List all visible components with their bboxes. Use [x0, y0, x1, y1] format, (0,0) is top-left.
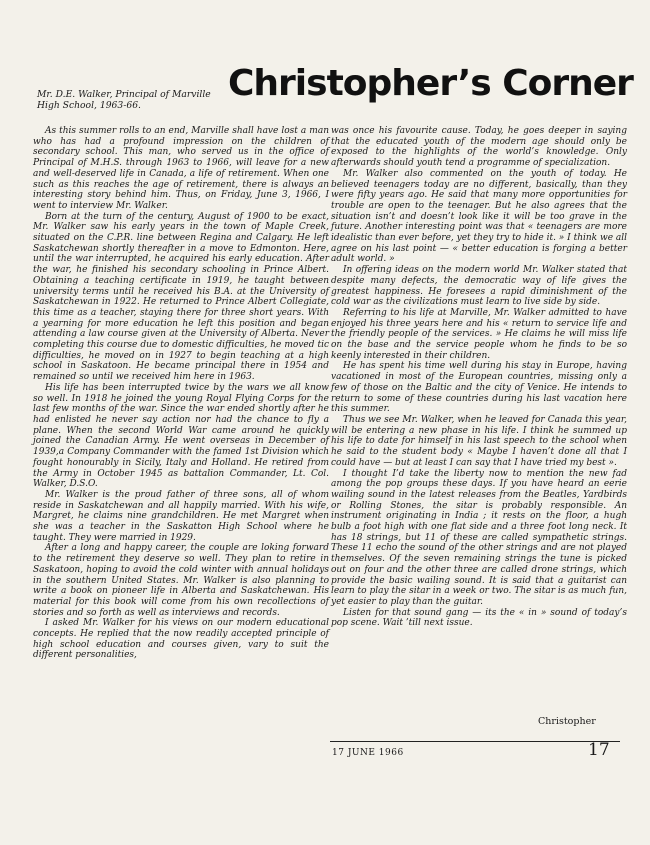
article-paragraph: He has spent his time well during his stay in Europe, having vacationed in most of the European countries, missing only a few of those on the Baltic and the city of Venice. He intends to return to some of these countries during his last vacation here this summer. — [331, 361, 627, 415]
article-column-left — [33, 126, 329, 661]
article-paragraph: His life has been interrupted twice by the wars we all know so well. In 1918 he joined the young Royal Flying Corps for the last few months of the war. Since the war ended shortly after he had enlisted he never say action nor had the chance to fly a plane. When the second World War came around he quickly joined the Canadian Army. He went overseas in December of 1939,a Company Commander with the famed 1st Division which fought honourably in Sicily, Italy and Holland. He retired from the Army in October 1945 as battalion Commander, Lt. Col. Walker, D.S.O. — [33, 382, 329, 490]
article-paragraph: Mr. Walker also commented on the youth of today. He believed teenagers today are no different, basically, than they were fifty years ago. He said that many more opportunities for trouble are open to the teenager. But he also agrees that the situation isn’t and doesn’t look like it will be too grave in the future. Another interesting point was that « teenagers are more idealistic than ever before, yet they try to hide it. » I think we all agree on his last point — « better education is forging a better adult world. » — [331, 168, 627, 265]
article-paragraph: After a long and happy career, the couple are loking forward to the retirement they deserve so well. They plan to retire in Saskatoon, hoping to avoid the cold winter with annual holidays in the southern United States. Mr. Walker is also planning to write a book on pioneer life in Alberta and Saskatchewan. His material for this book will come from his own recollections of stories and so forth as well as interviews and records. — [33, 543, 329, 618]
article-paragraph: As this summer rolls to an end, Marville shall have lost a man who has had a profound impression on the children of secondary school. This man, who served us in the office of Principal of M.H.S. through 1963 to 1966, will leave for a new and well-deserved life in Canada, a life of retirement. When one such as this reaches the age of retirement, there is always an interesting story behind him. Thus, on Friday, June 3, 1966, I went to interview Mr. Walker. — [33, 126, 329, 211]
footer-rule — [330, 741, 620, 742]
photo-caption: Mr. D.E. Walker, Principal of Marville High School, 1963-66. — [37, 89, 211, 111]
article-column-right — [331, 126, 627, 629]
article-paragraph: I asked Mr. Walker for his views on our modern educational concepts. He replied that the now readily accepted principle of high school education and courses given, vary to suit the different personalities, — [33, 618, 329, 661]
issue-date: 17 JUNE 1966 — [332, 748, 404, 758]
article-paragraph: Referring to his life at Marville, Mr. Walker admitted to have enjoyed his three years here and his « return to service life and the friendly people of the services. » He claims he will miss life on the base and the service people whom he finds to be so keenly interested in their children. — [331, 307, 627, 361]
article-paragraph: In offering ideas on the modern world Mr. Walker stated that despite many defects, the democratic way of life gives the greatest happiness. He foresees a rapid diminishment of the cold war as the civilizations must learn to live side by side. — [331, 265, 627, 308]
article-paragraph: Mr. Walker is the proud father of three sons, all of whom reside in Saskatchewan and all happily married. With his wife, Margret, he claims nine grandchildren. He met Margret when she was a teacher in the Saskatton High School where he taught. They were married in 1929. — [33, 489, 329, 543]
article-paragraph: Thus we see Mr. Walker, when he leaved for Canada this year, will be entering a new phase in his life. I think he summed up his life to date for himself in his last speech to the school when he said to the student body « Maybe I haven’t done all that I could have — but at least I can say that I have tried my best ». — [331, 414, 627, 468]
article-paragraph: Born at the turn of the century, August of 1900 to be exact, Mr. Walker saw his early years in the town of Maple Creek, situated on the C.P.R. line between Regina and Calgary. He left Saskatchewan shortly thereafter in a move to Edmonton. Here, until the war interrupted, he acquired his early education. After the war, he finished his secondary schooling in Prince Albert. Obtaining a teaching certificate in 1919, he taught between university terms until he received his B.A. at the University of Saskatchewan in 1922. He returned to Prince Albert Collegiate, this time as a teacher, staying there for three short years. With a yearning for more education he left this position and began attending a law course given at the University of Alberta. Never completing this course due to domestic difficulties, he moved tic difficulties, he moved on in 1927 to begin teaching at a high school in Saskatoon. He became principal there in 1954 and remained so until we received him here in 1963. — [33, 211, 329, 383]
article-paragraph: Listen for that sound gang — its the « in » sound of today’s pop scene. Wait ’till next issue. — [331, 607, 627, 629]
page-number: 17 — [588, 740, 610, 760]
article-paragraph: was once his favourite cause. Today, he goes deeper in saying that the educated youth of the modern age should only be exposed to the highlights of the world’s knowledge. Only afterwards should youth tend a programme of specialization. — [331, 126, 627, 169]
article-paragraph: I thought I’d take the liberty now to mention the new fad among the pop groups these days. If you have heard an eerie wailing sound in the latest releases from the Beatles, Yardbirds or Rolling Stones, the sitar is probably responsible. An instrument originating in India ; it rests on the floor, a hugh bulb a foot high with one flat side and a three foot long neck. It has 18 strings, but 11 of these are called sympathetic strings. These 11 echo the sound of the other strings and are not played themselves. Of the seven remaining strings the tune is picked out on four and the other three are called drone strings, which provide the basic wailing sound. It is said that a guitarist can learn to play the sitar in a week or two. The sitar is as much fun, yet easier to play than the guitar. — [331, 468, 627, 607]
author-signature: Christopher — [538, 716, 596, 727]
page-title: Christopher’s Corner — [228, 63, 633, 104]
